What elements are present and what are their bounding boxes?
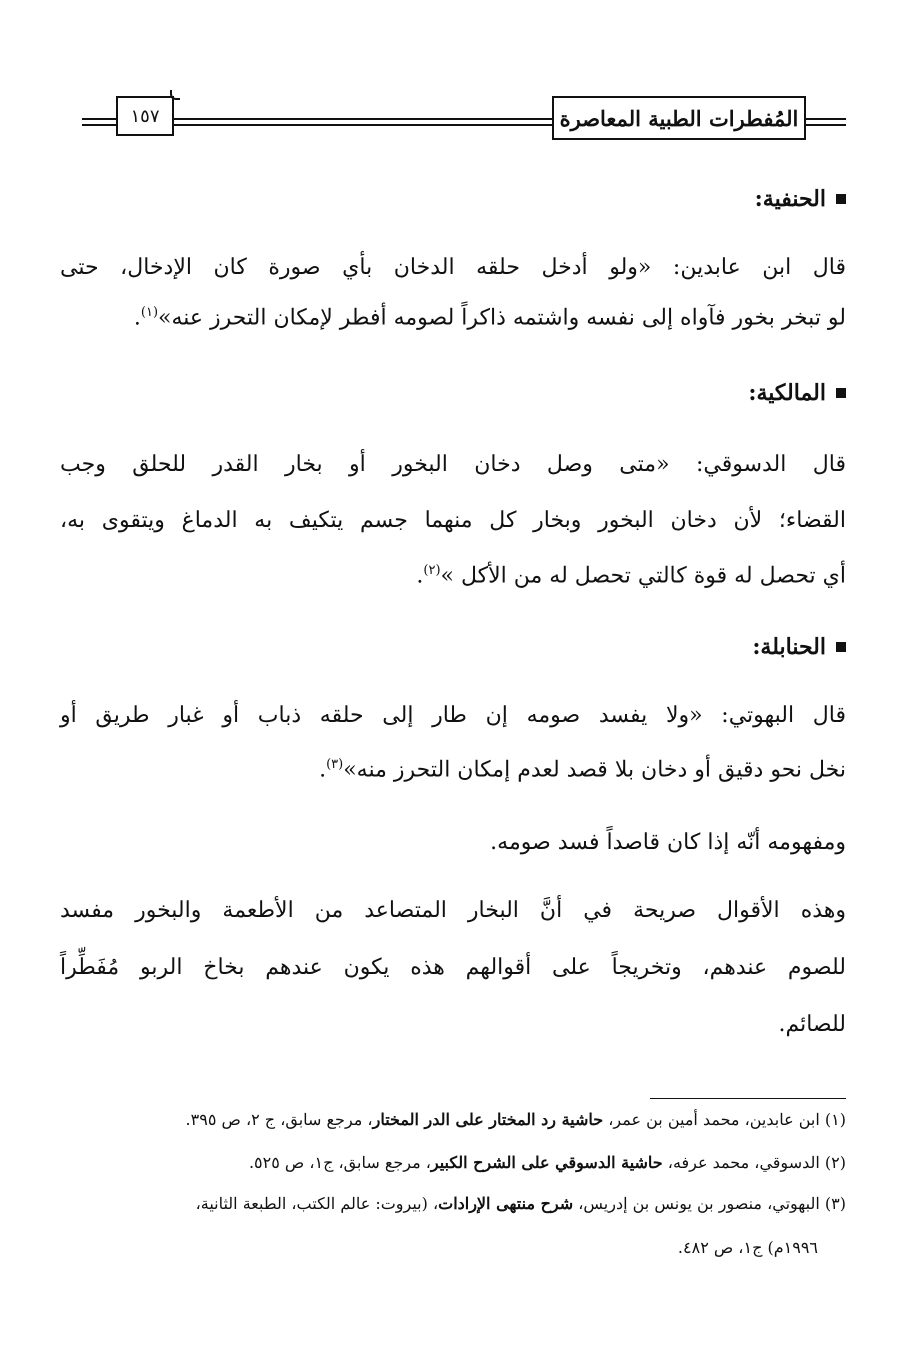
footnote-ref: (١) [140, 305, 159, 320]
section-heading-maliki [748, 380, 846, 406]
paragraph-line: قال الدسوقي: «متى وصل دخان البخور أو بخار القدر للحلق وجب [60, 452, 846, 477]
header-rule-middle-2 [170, 124, 552, 126]
header-rule-middle [170, 118, 552, 120]
paragraph-line: للصائم. [778, 1012, 846, 1037]
line-end: . [416, 563, 424, 589]
footnote-book-title: حاشية الدسوقي على الشرح الكبير [430, 1153, 663, 1172]
footnote-number: (١) [824, 1110, 846, 1129]
line-end: . [133, 305, 141, 331]
bullet-icon [836, 194, 846, 204]
footnote-2 [249, 1153, 846, 1172]
bullet-icon [836, 388, 846, 398]
footnote-rest: ، مرجع سابق، ج ٢، ص ٣٩٥. [185, 1110, 373, 1129]
footnote-ref: (٣) [326, 757, 344, 772]
footnote-1 [186, 1110, 846, 1129]
header-rule-right [802, 118, 846, 120]
paragraph-line: قال البهوتي: «ولا يفسد صومه إن طار إلى حلقه ذباب أو غبار طريق أو [60, 703, 846, 728]
header-rule-right-2 [802, 124, 846, 126]
header-rule-left-2 [82, 124, 116, 126]
paragraph-line: ومفهومه أنّه إذا كان قاصداً فسد صومه. [490, 830, 846, 855]
footnote-author: البهوتي، منصور بن يونس بن إدريس، [573, 1194, 820, 1213]
line-end: . [319, 757, 327, 783]
line-text: لو تبخر بخور فآواه إلى نفسه واشتمه ذاكراً لصومه أفطر لإمكان التحرز عنه» [158, 305, 846, 331]
footnote-book-title: حاشية رد المختار على الدر المختار [372, 1110, 604, 1129]
footnote-3 [196, 1194, 846, 1213]
page-number: ١٥٧ [116, 96, 174, 136]
footnote-rest: ، (بيروت: عالم الكتب، الطبعة الثانية، [195, 1194, 439, 1213]
paragraph-line: قال ابن عابدين: «ولو أدخل حلقه الدخان بأي صورة كان الإدخال، حتى [60, 255, 846, 280]
paragraph-line [134, 305, 846, 330]
section-heading-hanbali [752, 634, 846, 660]
line-text: أي تحصل له قوة كالتي تحصل له من الأكل » [440, 563, 846, 589]
line-text: نخل نحو دقيق أو دخان بلا قصد لعدم إمكان التحرز منه» [343, 757, 846, 783]
paragraph-line [319, 757, 846, 782]
book-title: المُفطرات الطبية المعاصرة [552, 96, 806, 140]
footnote-rest: ، مرجع سابق، ج١، ص ٥٢٥. [248, 1153, 431, 1172]
footnote-3-continuation: ١٩٩٦م) ج١، ص ٤٨٢. [677, 1238, 818, 1257]
paragraph-line: وهذه الأقوال صريحة في أنَّ البخار المتصاعد من الأطعمة والبخور مفسد [60, 898, 846, 923]
paragraph-line: القضاء؛ لأن دخان البخور وبخار كل منهما جسم يتكيف به الدماغ ويتقوى به، [60, 508, 846, 533]
footnote-book-title: شرح منتهى الإرادات [438, 1194, 574, 1213]
footnote-author: ابن عابدين، محمد أمين بن عمر، [603, 1110, 820, 1129]
heading-label: المالكية: [748, 380, 826, 406]
heading-label: الحنفية: [754, 186, 826, 212]
footnote-author: الدسوقي، محمد عرفه، [662, 1153, 820, 1172]
heading-label: الحنابلة: [752, 634, 826, 660]
section-heading-hanafi [755, 186, 846, 212]
footnote-number: (٣) [824, 1194, 846, 1213]
footnote-number: (٢) [824, 1153, 846, 1172]
paragraph-line: للصوم عندهم، وتخريجاً على أقوالهم هذه يكون عندهم بخاخ الربو مُفَطِّراً [60, 955, 846, 980]
footnote-separator [650, 1098, 846, 1099]
paragraph-line [416, 563, 846, 588]
header-rule-left [82, 118, 116, 120]
bullet-icon [836, 642, 846, 652]
footnote-ref: (٢) [423, 563, 441, 578]
